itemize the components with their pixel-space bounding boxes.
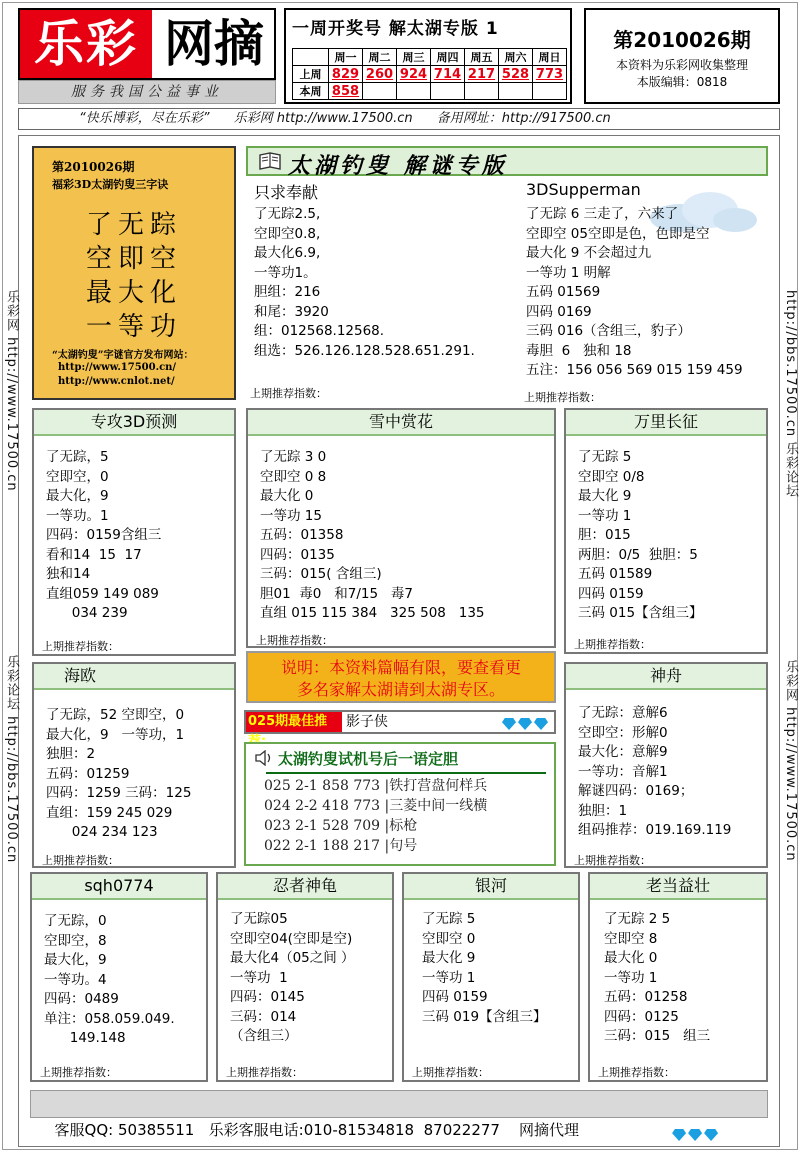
box-content: 了无踪 2 5 空即空 8 最大化 0 一等功 1 五码：01258 四码：0125 三码：015 组三 xyxy=(604,911,711,1044)
recommend-index: 上期推荐指数： xyxy=(256,634,333,647)
box-content: 了无踪 5 空即空 0/8 最大化 9 一等功 1 胆：015 两胆：0/5 独胆：5 五码 01589 四码 0159 三码 015【含组三】 xyxy=(578,449,703,621)
box-title: 海欧 xyxy=(34,664,234,690)
side-text-left-top: 乐彩网 http://www.17500.cn xyxy=(4,290,19,492)
draw-number: 858 xyxy=(329,83,363,100)
day-header: 周日 xyxy=(533,49,567,66)
poster-word-2: 空即空 xyxy=(85,244,182,274)
diamond-icon xyxy=(672,1129,686,1141)
draw-number xyxy=(465,83,499,100)
book-icon xyxy=(258,151,282,171)
url-bar xyxy=(18,108,780,130)
poster-word-1: 了无踪 xyxy=(85,210,182,240)
footer-bar xyxy=(30,1090,768,1139)
box-title: 银河 xyxy=(404,874,578,900)
diamond-icon xyxy=(688,1129,702,1141)
author-name: 只求奉献 xyxy=(254,183,319,202)
prediction-box xyxy=(564,408,768,654)
prediction-box xyxy=(216,872,394,1082)
recommend-index: 上期推荐指数： xyxy=(42,854,119,867)
issue-editor: 本版编辑：0818 xyxy=(636,75,728,89)
box-content: 了无踪：意解6 空即空：形解0 最大化：意解9 一等功：音解1 解谜四码：0169； 独胆：1 组码推荐：019.169.119 xyxy=(578,705,732,838)
test-number-title: 太湖钓叟试机号后一语定胆 xyxy=(278,750,459,768)
box-title: sqh0774 xyxy=(32,874,206,900)
logo-right: 网摘 xyxy=(164,15,264,73)
prediction-box xyxy=(30,872,208,1082)
backup-link[interactable]: 备用网址：http://917500.cn xyxy=(436,111,611,126)
prediction-box xyxy=(588,872,768,1082)
day-header: 周六 xyxy=(499,49,533,66)
draw-number xyxy=(397,83,431,100)
prediction-box xyxy=(32,408,236,656)
recommend-index: 上期推荐指数： xyxy=(574,638,651,651)
box-content: 了无踪 5 空即空 0 最大化 9 一等功 1 四码 0159 三码 019【含组三】 xyxy=(422,911,547,1025)
prediction-box xyxy=(402,872,580,1082)
footer-contact: 客服QQ: 50385511 乐彩客服电话:010-81534818 87022277 网摘代理 xyxy=(54,1121,580,1139)
recommend-index: 上期推荐指数： xyxy=(250,387,327,400)
poster-url-2[interactable]: http://www.cnlot.net/ xyxy=(58,376,175,387)
issue-source: 本资料为乐彩网收集整理 xyxy=(615,58,748,72)
best-recommend-label: 025期最佳推 xyxy=(246,712,342,732)
diamond-icon xyxy=(704,1129,718,1141)
side-text-left-bottom: 乐彩论坛 http://bbs.17500.cn xyxy=(4,655,19,864)
box-content: 了无踪，5 空即空，0 最大化，9 一等功。1 四码：0159含组三 看和14 15 17 独和14 直组059 149 089 034 239 xyxy=(46,449,162,621)
box-title: 神舟 xyxy=(566,664,766,690)
side-text-right-top: http://bbs.17500.cn 乐彩论坛 xyxy=(783,290,798,499)
poster xyxy=(32,146,236,400)
poster-issue: 第2010026期 xyxy=(52,160,135,174)
box-title: 老当益壮 xyxy=(590,874,766,900)
day-header: 周三 xyxy=(397,49,431,66)
diamond-icon xyxy=(502,718,516,730)
logo xyxy=(18,8,276,80)
box-title: 雪中赏花 xyxy=(248,410,554,436)
poster-word-3: 最大化 xyxy=(85,278,182,308)
box-title: 忍者神龟 xyxy=(218,874,392,900)
best-recommend-value: 影子侠 xyxy=(346,714,388,730)
poster-url-1[interactable]: http://www.17500.cn/ xyxy=(58,362,177,373)
draw-number: 260 xyxy=(363,66,397,83)
recommend-index: 上期推荐指数： xyxy=(226,1066,303,1079)
best-recommend-bar xyxy=(244,710,556,734)
draw-number xyxy=(499,83,533,100)
recommend-index: 上期推荐指数： xyxy=(412,1066,489,1079)
day-header: 周二 xyxy=(363,49,397,66)
author-name: 3DSupperman xyxy=(526,180,641,199)
diamond-icons xyxy=(651,1097,718,1175)
poster-word-4: 一等功 xyxy=(85,312,182,342)
draw-number: 528 xyxy=(499,66,533,83)
issue-number: 第2010026期 xyxy=(613,28,751,52)
prediction-box xyxy=(564,662,768,868)
recommend-index: 上期推荐指数： xyxy=(42,640,119,653)
box-content: 了无踪，0 空即空，8 最大化，9 一等功。4 四码：0489 单注：058.059.049. 149.148 xyxy=(44,913,175,1046)
slogan: 服务我国公益事业 xyxy=(18,80,276,104)
diamond-icon xyxy=(518,718,532,730)
last-week-label: 上周 xyxy=(293,66,329,83)
notice-line-1: 说明：本资料篇幅有限，要查看更 xyxy=(280,658,521,677)
draw-number: 714 xyxy=(431,66,465,83)
draw-title: 一周开奖号 解太湖专版 1 xyxy=(292,19,499,39)
issue-panel xyxy=(584,8,780,104)
draw-number: 924 xyxy=(397,66,431,83)
box-content: 了无踪 3 0 空即空 0 8 最大化 0 一等功 15 五码：01358 四码：0135 三码：015( 含组三) 胆01 毒0 和7/15 毒7 直组 015 115 384 325 508 135 xyxy=(260,449,485,621)
draw-number xyxy=(363,83,397,100)
section-title: 太湖钓叟 解谜专版 xyxy=(288,153,508,179)
draw-number: 773 xyxy=(533,66,567,83)
diamond-icons xyxy=(500,715,548,734)
logo-left: 乐彩 xyxy=(20,10,152,78)
notice-line-2: 多名家解太湖请到太湖专区。 xyxy=(296,680,505,699)
box-title: 专攻3D预测 xyxy=(34,410,234,436)
url-slogan: “快乐博彩，尽在乐彩” xyxy=(79,111,210,126)
site-link[interactable]: 乐彩网 http://www.17500.cn xyxy=(233,111,413,126)
this-week-label: 本周 xyxy=(293,83,329,100)
poster-site-label: “太湖钓叟”字谜官方发布网站： xyxy=(52,350,194,361)
recommend-index: 上期推荐指数： xyxy=(524,391,601,404)
box-content: 了无踪，52 空即空，0 最大化，9 一等功，1 独胆：2 五码：01259 四码：1259 三码：125 直组：159 245 029 024 234 123 xyxy=(46,707,192,840)
author-predictions: 了无踪2.5, 空即空0.8, 最大化6.9, 一等功1。 胆组：216 和尾：3920 组：012568.12568. 组选：526.126.128.528.651.291. xyxy=(254,206,475,359)
title-underline xyxy=(266,772,546,774)
prediction-box xyxy=(246,408,556,648)
author-predictions: 了无踪 6 三走了，六来了 空即空 05空即是色，色即是空 最大化 9 不会超过九 一等功 1 明解 五码 01569 四码 0169 三码 016（含组三，豹子） 毒胆 6 独和 18 五注：156 056 569 015 159 459 xyxy=(526,206,743,378)
box-content: 了无踪05 空即空04(空即是空) 最大化4（05之间 ） 一等功 1 四码：0145 三码：014 （含组三） xyxy=(230,911,355,1044)
draw-number: 829 xyxy=(329,66,363,83)
recommend-index: 上期推荐指数： xyxy=(598,1066,675,1079)
day-header: 周五 xyxy=(465,49,499,66)
draw-table xyxy=(292,48,567,100)
day-header: 周四 xyxy=(431,49,465,66)
notice-box xyxy=(246,651,556,703)
day-header: 周一 xyxy=(329,49,363,66)
recommend-index: 上期推荐指数： xyxy=(40,1066,117,1079)
side-text-right-bottom: 乐彩网 http://www.17500.cn xyxy=(783,660,798,862)
draw-number xyxy=(431,83,465,100)
section-title-bar xyxy=(246,146,768,179)
test-number-rows: 025 2-1 858 773 |铁打营盘何样兵 024 2-2 418 773 |三菱中间一线横 023 2-1 528 709 |标枪 022 2-1 188 217 |句号 xyxy=(264,778,488,854)
recommend-index: 上期推荐指数： xyxy=(574,854,651,867)
diamond-icon xyxy=(534,718,548,730)
box-title: 万里长征 xyxy=(566,410,766,436)
prediction-box xyxy=(32,662,236,868)
poster-subtitle: 福彩3D太湖钓叟三字诀 xyxy=(52,178,169,191)
test-number-panel xyxy=(244,742,556,866)
draw-number: 217 xyxy=(465,66,499,83)
draw-number xyxy=(533,83,567,100)
draw-table-panel xyxy=(284,8,572,104)
speaker-icon xyxy=(254,750,274,766)
